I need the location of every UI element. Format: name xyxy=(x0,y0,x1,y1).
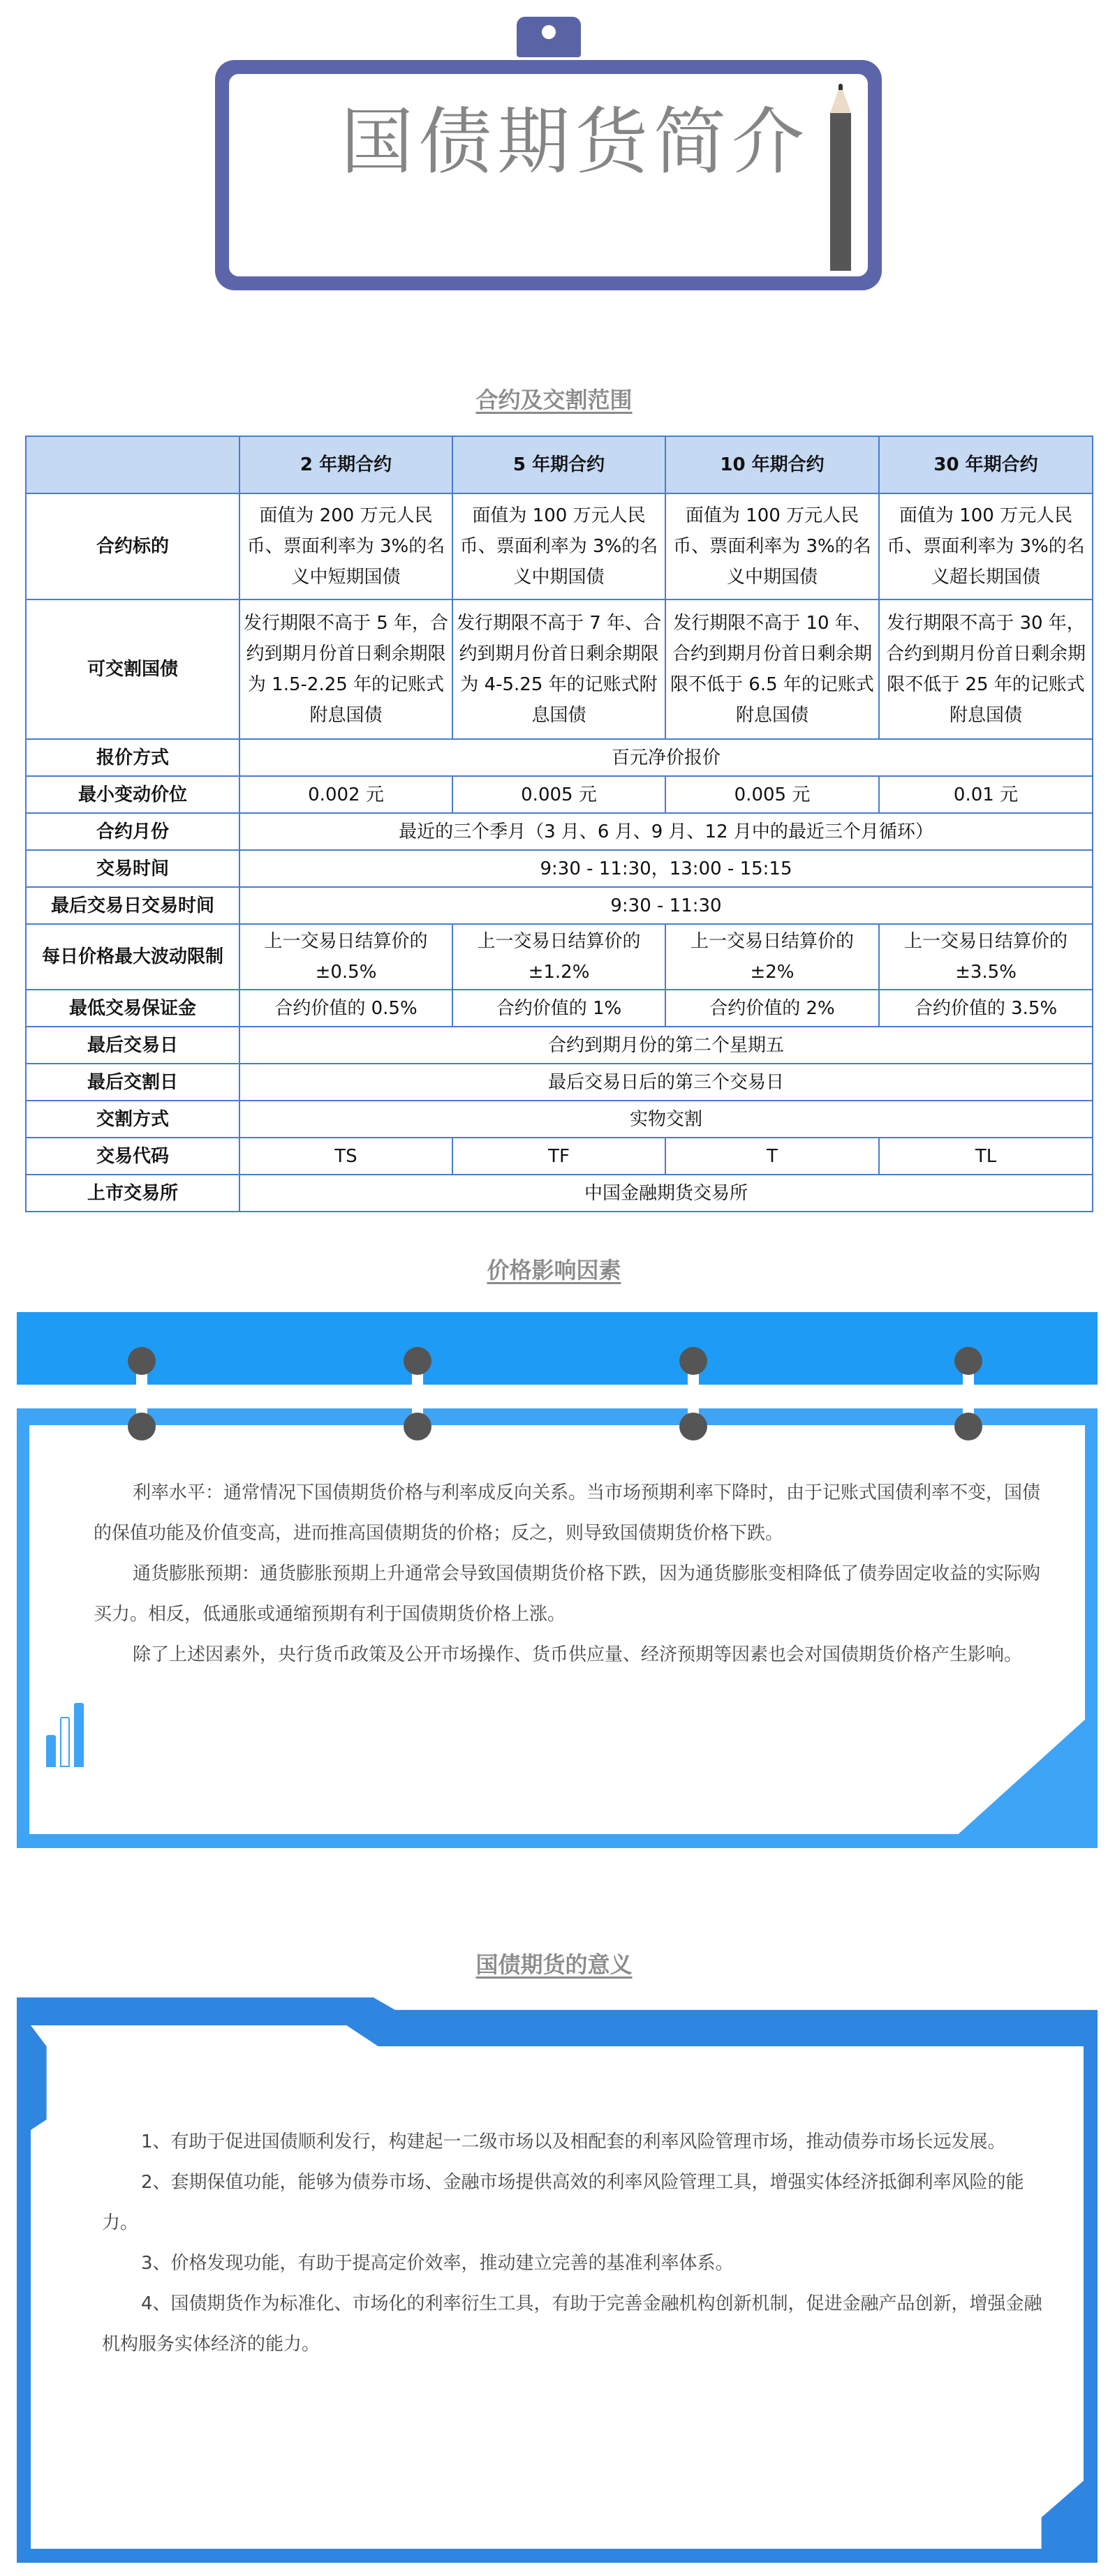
table-cell: 面值为 200 万元人民币、票面利率为 3%的名义中短期国债 xyxy=(239,493,452,600)
meaning-paragraph: 3、价格发现功能，有助于提高定价效率，推动建立完善的基准利率体系。 xyxy=(141,2253,734,2274)
table-cell: 上一交易日结算价的±3.5% xyxy=(879,924,1093,990)
meaning-text xyxy=(102,2122,1058,2365)
table-row xyxy=(26,813,1093,850)
table-cell: 合约价值的 0.5% xyxy=(239,990,452,1027)
table-row xyxy=(26,850,1093,887)
bar-chart-bar xyxy=(74,1703,84,1767)
table-cell: T xyxy=(665,1138,879,1175)
bar-chart-bar xyxy=(46,1735,56,1767)
table-row xyxy=(26,1101,1093,1138)
table-row xyxy=(26,776,1093,813)
table-cell: 上一交易日结算价的±2% xyxy=(665,924,879,990)
table-row xyxy=(26,887,1093,924)
table-cell: TF xyxy=(452,1138,665,1175)
table-cell: 最近的三个季月（3 月、6 月、9 月、12 月中的最近三个月循环） xyxy=(239,813,1093,850)
row-label: 最低交易保证金 xyxy=(26,990,239,1027)
table-row xyxy=(26,493,1093,600)
table-row xyxy=(26,1138,1093,1175)
binder-ring-base xyxy=(128,1413,156,1440)
row-label: 交割方式 xyxy=(26,1101,239,1138)
table-cell: TL xyxy=(879,1138,1093,1175)
meaning-paragraph: 4、国债期货作为标准化、市场化的利率衍生工具，有助于完善金融机构创新机制，促进金融产品创新，增强金融机构服务实体经济的能力。 xyxy=(102,2293,1042,2355)
table-cell: 0.002 元 xyxy=(239,776,452,813)
table-cell: 中国金融期货交易所 xyxy=(239,1175,1093,1212)
table-cell: 9:30 - 11:30 xyxy=(239,887,1093,924)
table-row xyxy=(26,924,1093,990)
meaning-paragraph: 2、套期保值功能，能够为债券市场、金融市场提供高效的利率风险管理工具，增强实体经济抵御利率风险的能力。 xyxy=(102,2172,1024,2233)
table-cell: 9:30 - 11:30，13:00 - 15:15 xyxy=(239,850,1093,887)
pencil-icon xyxy=(830,84,851,271)
table-cell: 发行期限不高于 30 年，合约到期月份首日剩余期限不低于 25 年的记账式附息国债 xyxy=(879,600,1093,739)
table-cell: 上一交易日结算价的±0.5% xyxy=(239,924,452,990)
board-clip xyxy=(517,17,581,57)
row-label: 交易时间 xyxy=(26,850,239,887)
table-cell: 面值为 100 万元人民币、票面利率为 3%的名义中期国债 xyxy=(665,493,879,600)
row-label: 最后交易日 xyxy=(26,1027,239,1064)
table-cell: 合约价值的 2% xyxy=(665,990,879,1027)
table-cell: 0.01 元 xyxy=(879,776,1093,813)
table-cell: 百元净价报价 xyxy=(239,739,1093,776)
table-cell: 最后交易日后的第三个交易日 xyxy=(239,1064,1093,1101)
table-cell: 上一交易日结算价的±1.2% xyxy=(452,924,665,990)
row-label: 最小变动价位 xyxy=(26,776,239,813)
page-title: 国债期货简介 xyxy=(341,99,811,184)
board-clip-hole xyxy=(542,25,556,39)
row-label: 上市交易所 xyxy=(26,1175,239,1212)
factors-paragraph: 除了上述因素外，央行货币政策及公开市场操作、货币供应量、经济预期等因素也会对国债期货价格产生影响。 xyxy=(133,1644,1023,1665)
contract-table xyxy=(25,435,1093,1212)
row-label: 交易代码 xyxy=(26,1138,239,1175)
row-label: 每日价格最大波动限制 xyxy=(26,924,239,990)
bar-chart-bar xyxy=(60,1717,70,1767)
table-cell: 合约价值的 1% xyxy=(452,990,665,1027)
header-cell-2y: 2 年期合约 xyxy=(239,436,452,493)
contract-section-title: 合约及交割范围 xyxy=(475,387,633,413)
row-label: 可交割国债 xyxy=(26,600,239,739)
table-cell: TS xyxy=(239,1138,452,1175)
table-cell: 面值为 100 万元人民币、票面利率为 3%的名义中期国债 xyxy=(452,493,665,600)
table-header-row xyxy=(26,436,1093,493)
table-cell: 发行期限不高于 5 年，合约到期月份首日剩余期限为 1.5-2.25 年的记账式附息国债 xyxy=(239,600,452,739)
header-board xyxy=(215,17,882,290)
factors-paragraph: 通货膨胀预期：通货膨胀预期上升通常会导致国债期货价格下跌，因为通货膨胀变相降低了债券固定收益的实际购买力。相反，低通胀或通缩预期有利于国债期货价格上涨。 xyxy=(94,1563,1041,1625)
header-cell-empty xyxy=(26,436,239,493)
binder-ring-cap xyxy=(404,1347,431,1375)
meaning-paragraph: 1、有助于促进国债顺利发行，构建起一二级市场以及相配套的利率风险管理市场，推动债券市场长远发展。 xyxy=(141,2131,1006,2152)
binder-ring-base xyxy=(404,1413,431,1440)
pencil-lead xyxy=(839,84,843,90)
table-cell: 实物交割 xyxy=(239,1101,1093,1138)
header-cell-10y: 10 年期合约 xyxy=(665,436,879,493)
table-row xyxy=(26,1064,1093,1101)
table-row xyxy=(26,990,1093,1027)
table-cell: 发行期限不高于 7 年、合约到期月份首日剩余期限为 4-5.25 年的记账式附息国债 xyxy=(452,600,665,739)
binder-ring-cap xyxy=(128,1347,156,1375)
header-cell-5y: 5 年期合约 xyxy=(452,436,665,493)
row-label: 报价方式 xyxy=(26,739,239,776)
row-label: 最后交易日交易时间 xyxy=(26,887,239,924)
factors-top-band xyxy=(17,1312,1098,1385)
pencil-body xyxy=(830,113,851,271)
factors-text xyxy=(94,1473,1050,1675)
table-cell: 发行期限不高于 10 年、合约到期月份首日剩余期限不低于 6.5 年的记账式附息国债 xyxy=(665,600,879,739)
binder-ring-cap xyxy=(954,1347,982,1375)
factors-section-title: 价格影响因素 xyxy=(487,1257,621,1283)
table-row xyxy=(26,1175,1093,1212)
table-cell: 0.005 元 xyxy=(452,776,665,813)
meaning-section-title: 国债期货的意义 xyxy=(475,1951,633,1978)
table-cell: 合约价值的 3.5% xyxy=(879,990,1093,1027)
binder-ring-cap xyxy=(679,1347,707,1375)
row-label: 合约月份 xyxy=(26,813,239,850)
row-label: 最后交割日 xyxy=(26,1064,239,1101)
binder-ring-base xyxy=(954,1413,982,1440)
table-row xyxy=(26,600,1093,739)
header-cell-30y: 30 年期合约 xyxy=(879,436,1093,493)
table-cell: 合约到期月份的第二个星期五 xyxy=(239,1027,1093,1064)
row-label: 合约标的 xyxy=(26,493,239,600)
factors-paragraph: 利率水平：通常情况下国债期货价格与利率成反向关系。当市场预期利率下降时，由于记账式国债利率不变，国债的保值功能及价值变高，进而推高国债期货的价格；反之，则导致国债期货价格下跌。 xyxy=(94,1482,1041,1544)
table-row xyxy=(26,1027,1093,1064)
table-cell: 0.005 元 xyxy=(665,776,879,813)
table-row xyxy=(26,739,1093,776)
binder-ring-base xyxy=(679,1413,707,1440)
table-cell: 面值为 100 万元人民币、票面利率为 3%的名义超长期国债 xyxy=(879,493,1093,600)
